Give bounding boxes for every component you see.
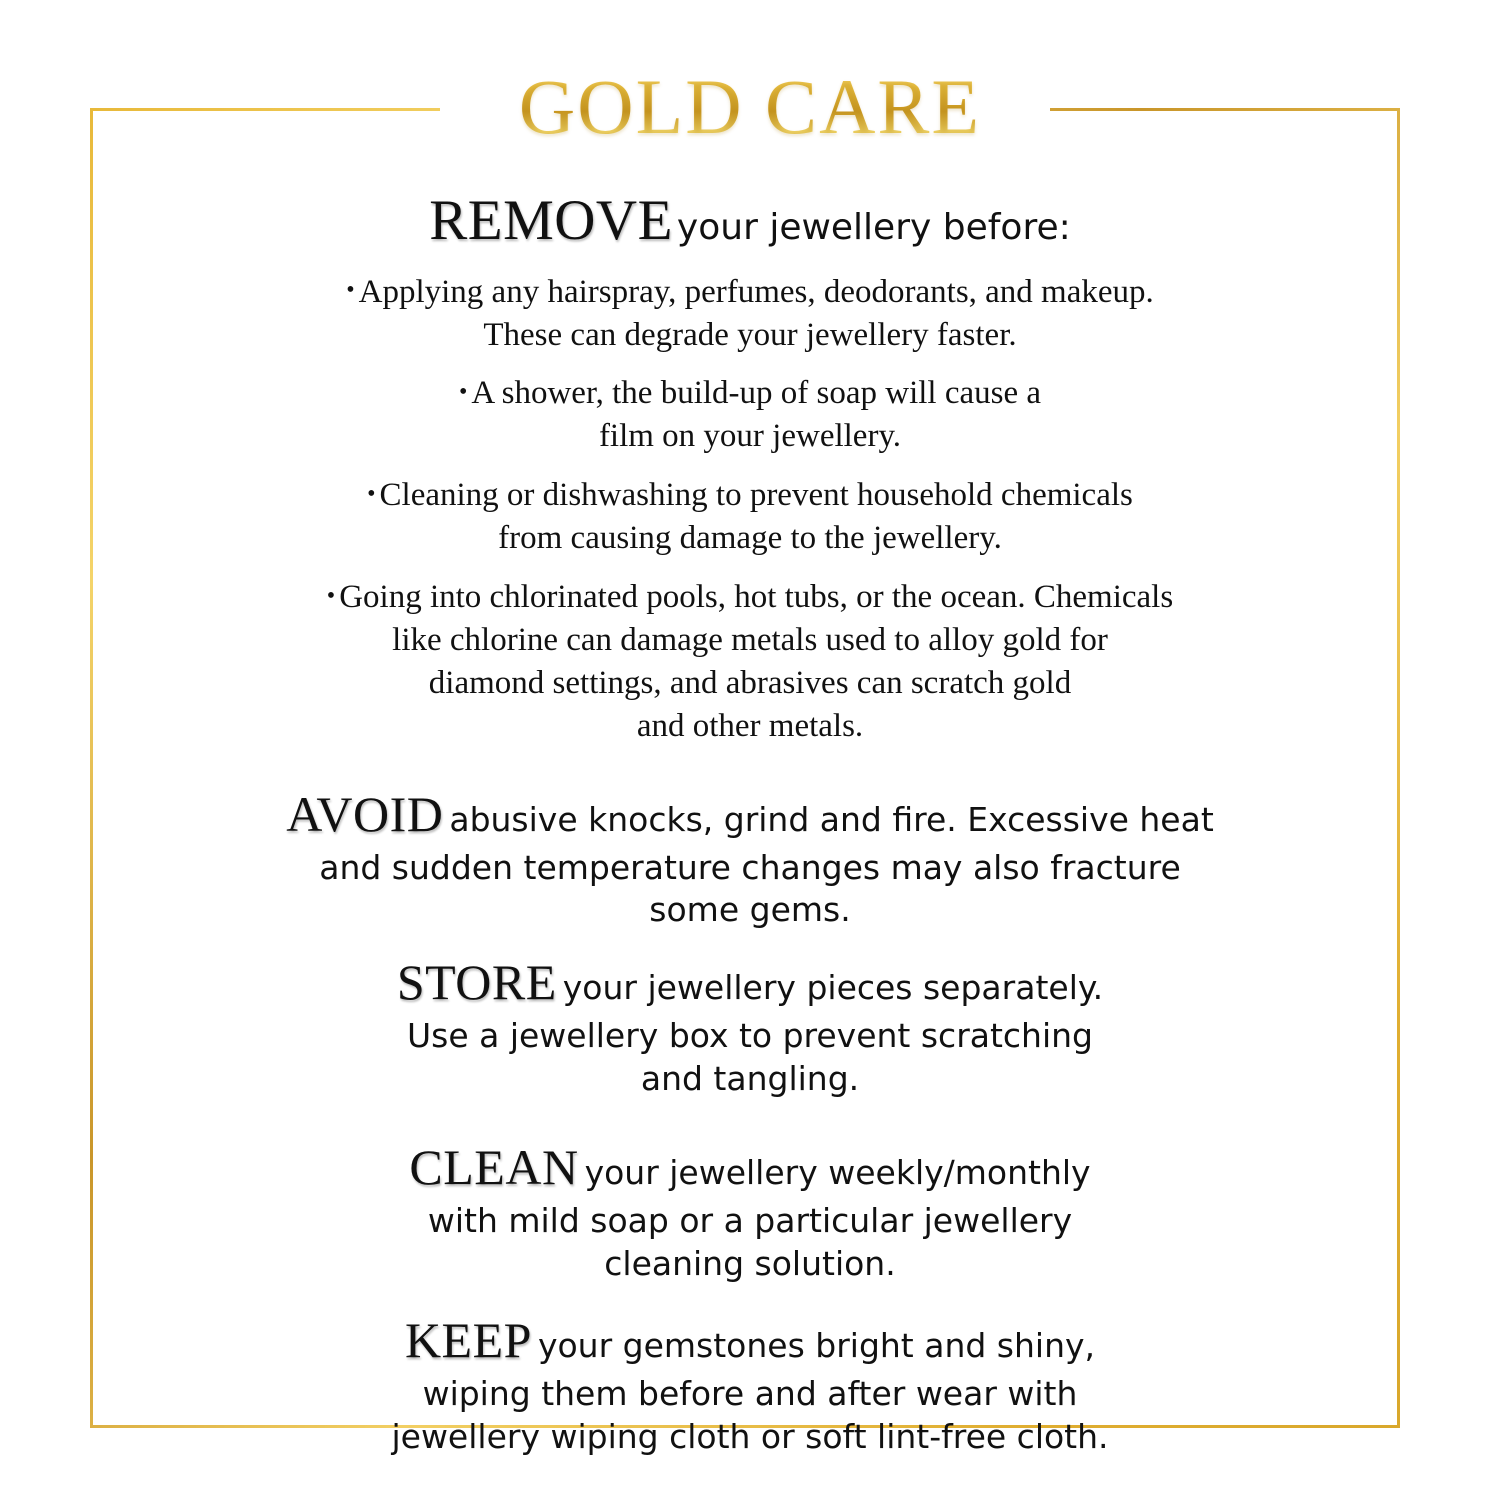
- bullet-line: from causing damage to the jewellery.: [498, 520, 1002, 557]
- keep-line: your gemstones bright and shiny,: [537, 1325, 1096, 1365]
- list-item: [130, 372, 1370, 458]
- bullet-line: and other metals.: [636, 707, 864, 744]
- clean-line: cleaning solution.: [604, 1244, 896, 1284]
- bullet-line: Applying any hairspray, perfumes, deodorants, and makeup.: [358, 273, 1154, 310]
- bullet-icon: •: [346, 277, 355, 304]
- remove-heading: [130, 190, 1370, 253]
- remove-bullet-list: [130, 271, 1370, 748]
- bullet-line: These can degrade your jewellery faster.: [483, 316, 1017, 353]
- section-store: [130, 950, 1370, 1101]
- bullet-line: like chlorine can damage metals used to alloy gold for: [392, 621, 1108, 658]
- list-item: [130, 474, 1370, 560]
- bullet-icon: •: [458, 379, 468, 406]
- bullet-line: Cleaning or dishwashing to prevent household chemicals: [379, 477, 1133, 514]
- care-instructions: [130, 190, 1370, 1459]
- avoid-line: abusive knocks, grind and fire. Excessive heat: [449, 799, 1214, 839]
- keep-line: jewellery wiping cloth or soft lint-free cloth.: [391, 1416, 1109, 1456]
- list-item: [130, 576, 1370, 748]
- bullet-line: A shower, the build-up of soap will cause a: [471, 375, 1042, 412]
- clean-line: your jewellery weekly/monthly: [584, 1153, 1091, 1193]
- section-keep: [130, 1308, 1370, 1459]
- bullet-line: Going into chlorinated pools, hot tubs, or the ocean. Chemicals: [339, 579, 1174, 616]
- keep-keyword: KEEP: [404, 1311, 532, 1368]
- remove-keyword: REMOVE: [429, 189, 673, 252]
- section-clean: [130, 1135, 1370, 1286]
- page-title: GOLD CARE: [0, 62, 1500, 152]
- avoid-line: and sudden temperature changes may also fracture: [319, 847, 1181, 887]
- section-avoid: [130, 782, 1370, 933]
- clean-keyword: CLEAN: [409, 1139, 579, 1196]
- clean-line: with mild soap or a particular jewellery: [427, 1201, 1073, 1241]
- store-keyword: STORE: [396, 954, 557, 1011]
- list-item: [130, 271, 1370, 357]
- store-line: your jewellery pieces separately.: [562, 968, 1104, 1008]
- bullet-line: diamond settings, and abrasives can scratch gold: [428, 664, 1072, 701]
- keep-line: wiping them before and after wear with: [422, 1373, 1078, 1413]
- remove-intro-text: your jewellery before:: [676, 207, 1071, 248]
- bullet-icon: •: [367, 480, 376, 507]
- bullet-line: film on your jewellery.: [598, 418, 902, 455]
- bullet-icon: •: [326, 582, 336, 609]
- avoid-keyword: AVOID: [286, 785, 444, 842]
- avoid-line: some gems.: [649, 890, 851, 930]
- store-line: Use a jewellery box to prevent scratching: [406, 1016, 1094, 1056]
- store-line: and tangling.: [640, 1059, 860, 1099]
